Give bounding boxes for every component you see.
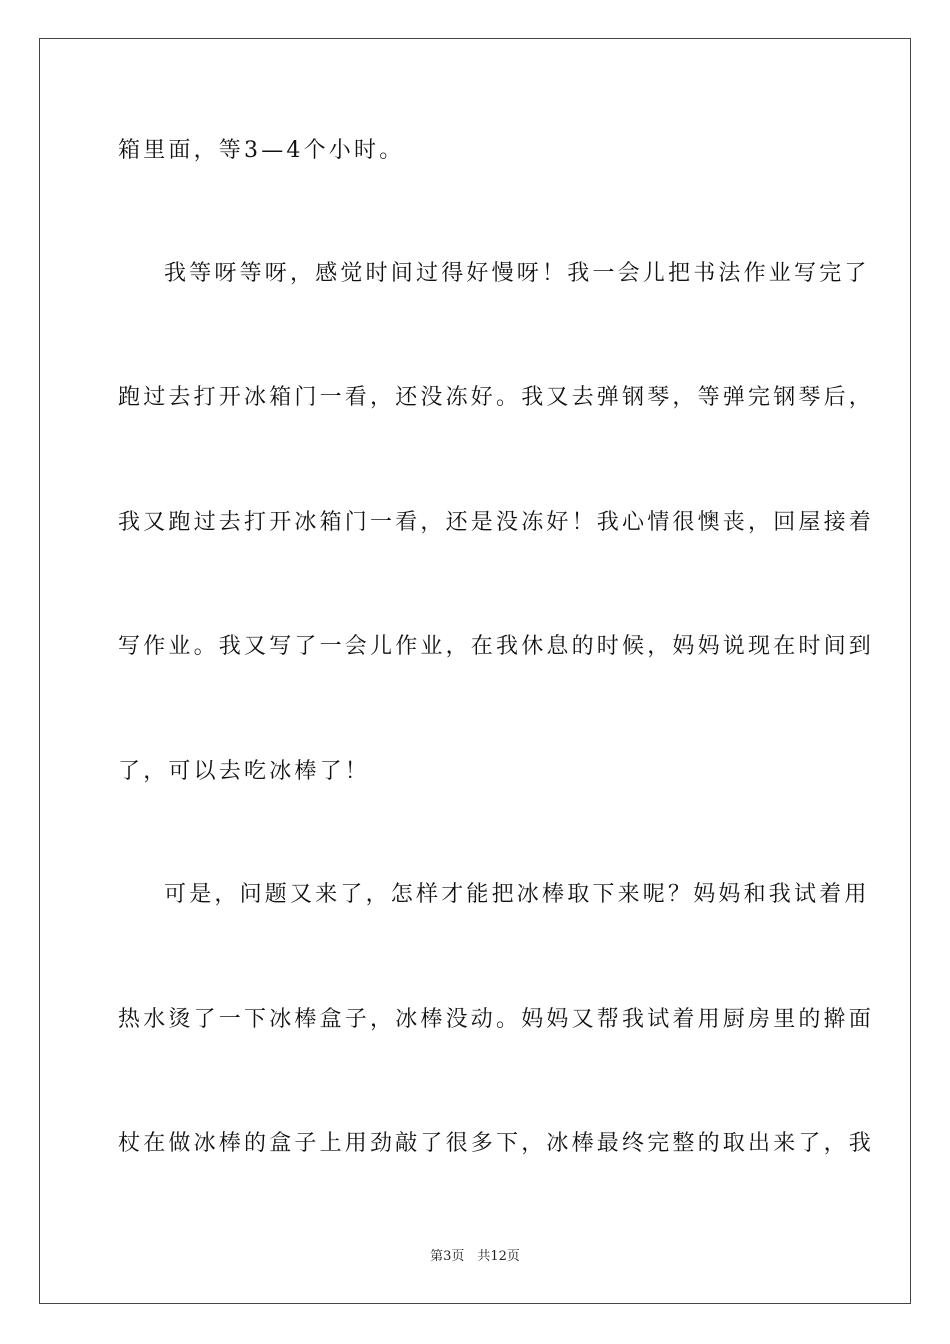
text-line-8: 热水烫了一下冰棒盒子，冰棒没动。妈妈又帮我试着用厨房里的擀面 bbox=[118, 1007, 875, 1032]
page-border bbox=[39, 38, 911, 1304]
text-line-9: 杖在做冰棒的盒子上用劲敲了很多下，冰棒最终完整的取出来了，我 bbox=[118, 1131, 875, 1156]
text-line-5: 写作业。我又写了一会儿作业，在我休息的时候，妈妈说现在时间到 bbox=[118, 634, 875, 659]
text-line-2: 我等呀等呀，感觉时间过得好慢呀！我一会儿把书法作业写完了 bbox=[164, 261, 870, 286]
page-footer: 第3页 共12页 bbox=[430, 1249, 520, 1264]
text-line-7: 可是，问题又来了，怎样才能把冰棒取下来呢？妈妈和我试着用 bbox=[164, 882, 870, 907]
text-line-4: 我又跑过去打开冰箱门一看，还是没冻好！我心情很懊丧，回屋接着 bbox=[118, 510, 875, 535]
text-line-1: 箱里面，等3—4个小时。 bbox=[118, 138, 405, 163]
text-line-6: 了，可以去吃冰棒了！ bbox=[118, 759, 371, 784]
text-line-3: 跑过去打开冰箱门一看，还没冻好。我又去弹钢琴，等弹完钢琴后， bbox=[118, 385, 875, 410]
